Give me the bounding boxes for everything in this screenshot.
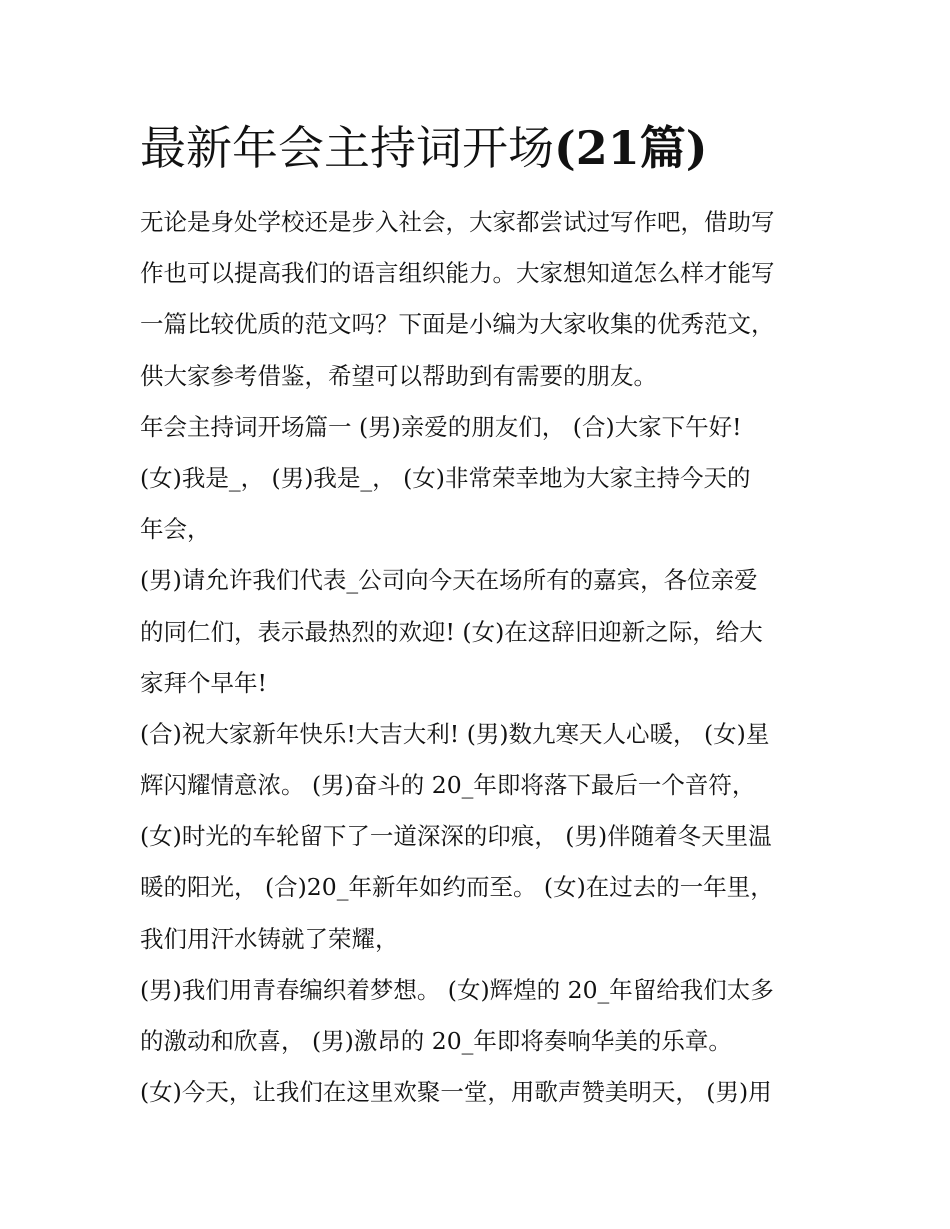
body-line: 年会主持词开场篇一 (男)亲爱的朋友们， (合)大家下午好! (140, 412, 742, 441)
body-line: (女)时光的车轮留下了一道深深的印痕， (男)伴随着冬天里温 (140, 822, 772, 851)
body-line: 我们用汗水铸就了荣耀， (140, 924, 399, 953)
body-line: (合)祝大家新年快乐!大吉大利! (男)数九寒天人心暖， (女)星 (140, 719, 770, 748)
document-title (140, 118, 840, 178)
body-line: 一篇比较优质的范文吗？下面是小编为大家收集的优秀范文， (140, 310, 775, 339)
body-line: 无论是身处学校还是步入社会，大家都尝试过写作吧，借助写 (140, 208, 775, 236)
body-line: (女)今天，让我们在这里欢聚一堂，用歌声赞美明天， (男)用 (140, 1078, 772, 1107)
body-line: 供大家参考借鉴，希望可以帮助到有需要的朋友。 (140, 361, 657, 390)
body-line: 辉闪耀情意浓。 (男)奋斗的 20_年即将落下最后一个音符， (140, 771, 756, 800)
body-line: 家拜个早年! (140, 668, 267, 697)
body-line: (女)我是_， (男)我是_， (女)非常荣幸地为大家主持今天的 (140, 463, 751, 492)
body-line: 的同仁们，表示最热烈的欢迎! (女)在这辞旧迎新之际，给大 (140, 617, 763, 646)
body-line: 暖的阳光， (合)20_年新年如约而至。 (女)在过去的一年里， (140, 873, 774, 902)
body-line: (男)我们用青春编织着梦想。 (女)辉煌的 20_年留给我们太多 (140, 975, 774, 1004)
body-line: 作也可以提高我们的语言组织能力。大家想知道怎么样才能写 (140, 259, 775, 288)
document-title-count: (21篇) (554, 121, 708, 175)
body-line: (男)请允许我们代表_公司向今天在场所有的嘉宾，各位亲爱 (140, 566, 758, 595)
body-line: 年会， (140, 515, 211, 544)
document-body (140, 197, 820, 1118)
body-line: 的激动和欣喜， (男)激昂的 20_年即将奏响华美的乐章。 (140, 1027, 732, 1055)
document-title-text: 最新年会主持词开场 (140, 121, 554, 175)
